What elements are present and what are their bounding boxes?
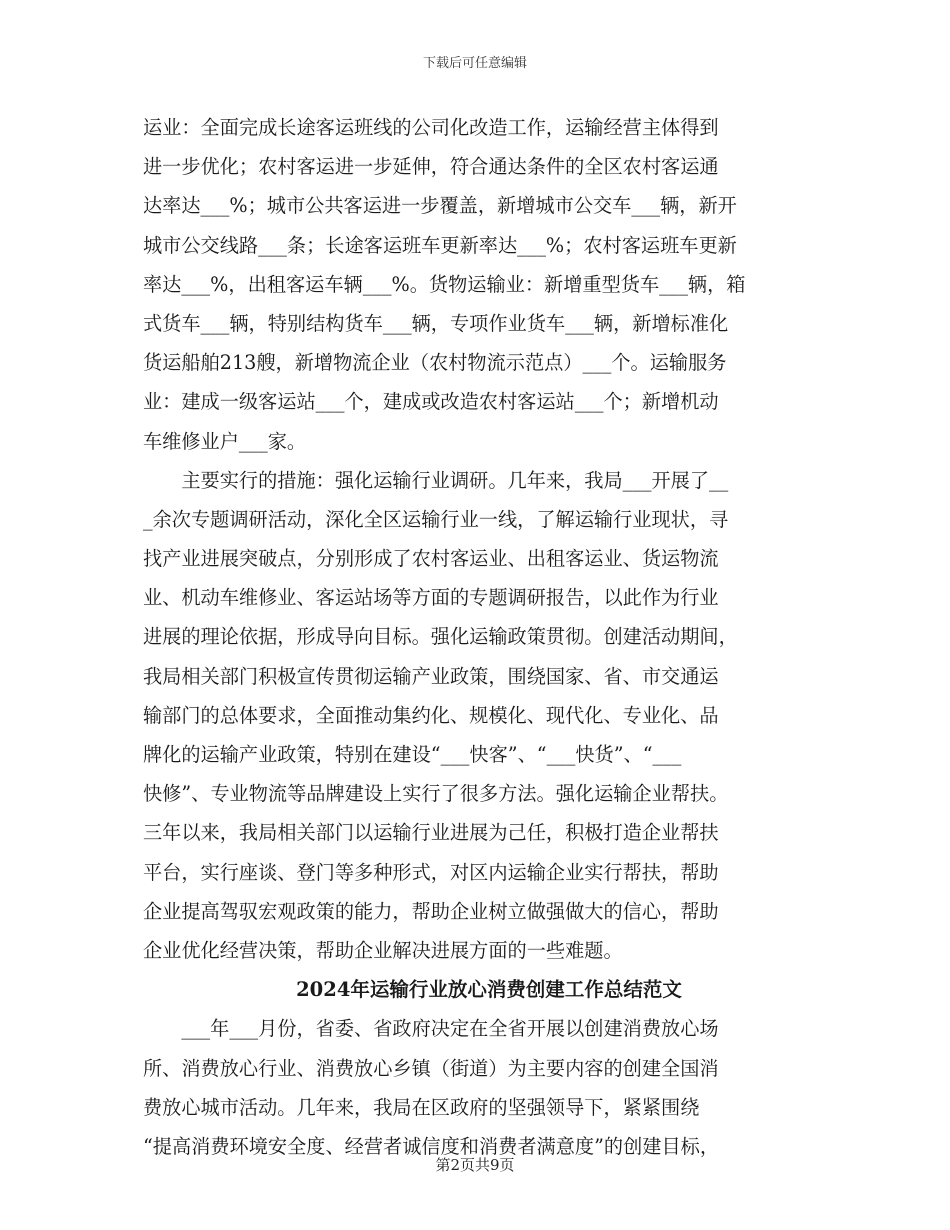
paragraph-line: 运业：全面完成长途客运班线的公司化改造工作，运输经营主体得到 xyxy=(143,116,719,139)
paragraph-line: _余次专题调研活动，深化全区运输行业一线，了解运输行业现状，寻 xyxy=(143,507,729,531)
paragraph-line: 平台，实行座谈、登门等多种形式，对区内运输企业实行帮扶，帮助 xyxy=(143,860,719,884)
paragraph-line: 业：建成一级客运站___个，建成或改造农村客运站___个；新增机动 xyxy=(143,390,719,414)
paragraph-line: “提高消费环境安全度、经营者诚信度和消费者满意度”的创建目标， xyxy=(143,1134,720,1158)
paragraph-line: 进一步优化；农村客运进一步延伸，符合通达条件的全区农村客运通 xyxy=(143,155,719,179)
paragraph-line: 快修”、专业物流等品牌建设上实行了很多方法。强化运输企业帮扶。 xyxy=(143,782,729,806)
header-note: 下载后可任意编辑 xyxy=(422,56,527,71)
paragraph-line: 达率达___%；城市公共客运进一步覆盖，新增城市公交车___辆，新开 xyxy=(143,194,737,218)
section-title: 2024年运输行业放心消费创建工作总结范文 xyxy=(296,978,682,1002)
paragraph-line: 业、机动车维修业、客运站场等方面的专题调研报告，以此作为行业 xyxy=(143,586,719,610)
page-number: 第2页共9页 xyxy=(435,1156,515,1174)
paragraph-line: 三年以来，我局相关部门以运输行业进展为己任，积极打造企业帮扶 xyxy=(143,821,719,845)
paragraph-line: 输部门的总体要求，全面推动集约化、规模化、现代化、专业化、品 xyxy=(143,703,719,727)
paragraph-line: 进展的理论依据，形成导向目标。强化运输政策贯彻。创建活动期间， xyxy=(143,625,738,649)
paragraph-line: 牌化的运输产业政策，特别在建设“___快客”、“___快货”、“___ xyxy=(143,743,682,766)
paragraph-line: 车维修业户___家。 xyxy=(143,429,307,453)
paragraph-line: 所、消费放心行业、消费放心乡镇（街道）为主要内容的创建全国消 xyxy=(143,1056,719,1080)
paragraph-line: 我局相关部门积极宣传贯彻运输产业政策，围绕国家、省、市交通运 xyxy=(143,664,719,688)
paragraph-line: 主要实行的措施：强化运输行业调研。几年来，我局___开展了__ xyxy=(143,468,729,492)
document-body xyxy=(143,108,835,1166)
paragraph-line: 式货车___辆，特别结构货车___辆，专项作业货车___辆，新增标准化 xyxy=(143,311,729,335)
paragraph-line: 费放心城市活动。几年来，我局在区政府的坚强领导下，紧紧围绕 xyxy=(143,1095,700,1119)
paragraph-line: ___年___月份，省委、省政府决定在全省开展以创建消费放心场 xyxy=(143,1017,719,1041)
paragraph-line: 率达___%，出租客运车辆___%。货物运输业：新增重型货车___辆，箱 xyxy=(143,272,746,296)
paragraph-line: 企业优化经营决策，帮助企业解决进展方面的一些难题。 xyxy=(143,938,623,962)
paragraph-line: 企业提高驾驭宏观政策的能力，帮助企业树立做强做大的信心，帮助 xyxy=(143,899,719,923)
paragraph-line: 找产业进展突破点，分别形成了农村客运业、出租客运业、货运物流 xyxy=(143,547,719,571)
paragraph-line: 货运船舶213艘，新增物流企业（农村物流示范点）___个。运输服务 xyxy=(143,351,727,375)
paragraph-line: 城市公交线路___条；长途客运班车更新率达___%；农村客运班车更新 xyxy=(143,233,737,257)
